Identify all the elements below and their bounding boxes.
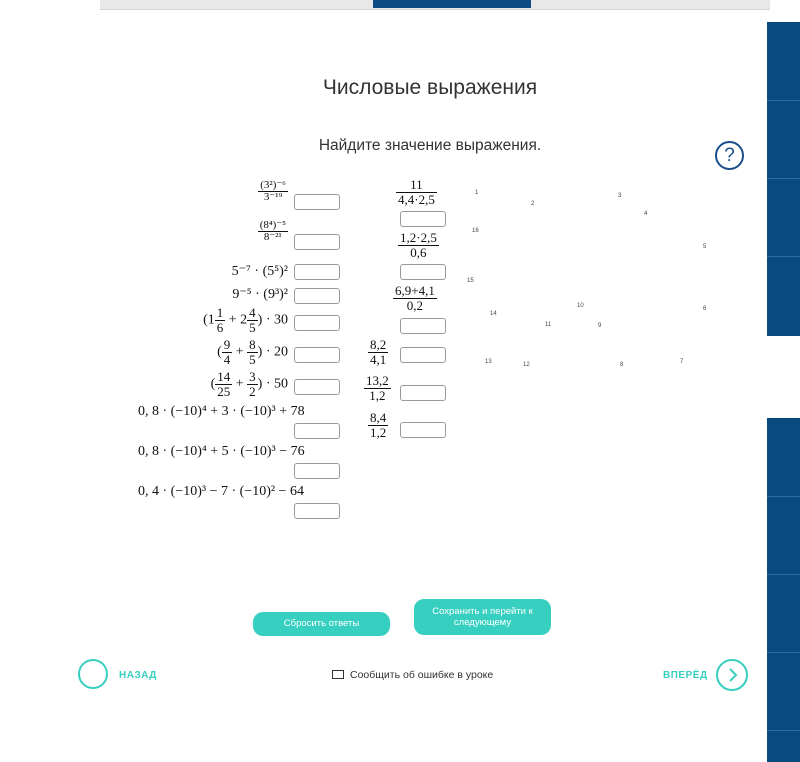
expression-16: $\frac{8,4}{1,2}$ [370, 410, 387, 440]
expression-7: ( $\frac{14}{25}$ + $\frac{3}{2}$ ) · 50 [210, 369, 288, 399]
dot-label: 4 [644, 211, 648, 217]
dot-label: 2 [531, 201, 535, 207]
side-panel [767, 22, 800, 336]
side-panel-divider [767, 256, 800, 257]
forward-link[interactable]: ВПЕРЁД [663, 670, 708, 681]
side-panel-divider [767, 730, 800, 731]
reset-answers-button[interactable]: Сбросить ответы [253, 612, 390, 636]
help-icon[interactable]: ? [715, 141, 744, 170]
dot-label: 6 [703, 306, 707, 312]
answer-input-5[interactable] [294, 315, 340, 331]
chevron-right-icon [718, 661, 746, 689]
expression-11: $\frac{11}{4,4\cdot 2,5}$ [398, 177, 435, 207]
expression-8: 0, 8 · (−10)⁴ + 3 · (−10)³ + 78 [138, 404, 305, 419]
answer-input-8[interactable] [294, 423, 340, 439]
mail-icon [332, 670, 344, 679]
answer-input-10[interactable] [294, 503, 340, 519]
side-panel-divider [767, 496, 800, 497]
report-error-link[interactable] [332, 669, 493, 681]
expression-5: (1 $\frac{1}{6}$ + 2 $\frac{4}{5}$ ) · 30 [203, 305, 288, 335]
answer-input-16[interactable] [400, 422, 446, 438]
expression-15: $\frac{13,2}{1,2}$ [366, 373, 389, 403]
dot-label: 13 [485, 359, 492, 365]
answer-input-3[interactable] [294, 264, 340, 280]
expression-4: 9⁻⁵ · (9³)² [232, 287, 288, 302]
dot-label: 8 [620, 362, 624, 368]
expression-14: $\frac{8,2}{4,1}$ [370, 337, 387, 367]
expression-2: $\frac{\text{(8⁴)⁻⁵}}{\text{8⁻²¹}}$ [259, 219, 286, 243]
expression-3: 5⁻⁷ · (5⁵)² [231, 264, 288, 279]
side-panel-divider [767, 574, 800, 575]
answer-input-15[interactable] [400, 385, 446, 401]
side-panel [767, 418, 800, 762]
dot-label: 3 [618, 193, 622, 199]
forward-circle-icon[interactable] [716, 659, 748, 691]
save-and-next-button[interactable] [414, 599, 551, 635]
side-panel-divider [767, 652, 800, 653]
answer-input-6[interactable] [294, 347, 340, 363]
answer-input-2[interactable] [294, 234, 340, 250]
save-button-label-line2: следующему [453, 617, 512, 628]
answer-input-1[interactable] [294, 194, 340, 210]
dot-label: 7 [680, 359, 684, 365]
answer-input-11[interactable] [400, 211, 446, 227]
dot-label: 9 [598, 323, 602, 329]
answer-input-9[interactable] [294, 463, 340, 479]
back-circle-icon[interactable] [78, 659, 108, 689]
dot-label: 15 [467, 278, 474, 284]
expression-10: 0, 4 · (−10)³ − 7 · (−10)² − 64 [138, 484, 304, 499]
answer-input-14[interactable] [400, 347, 446, 363]
save-button-label-line1: Сохранить и перейти к [432, 606, 533, 617]
side-panel-divider [767, 100, 800, 101]
answer-input-7[interactable] [294, 379, 340, 395]
answer-input-13[interactable] [400, 318, 446, 334]
page-title: Числовые выражения [322, 76, 538, 99]
answer-input-4[interactable] [294, 288, 340, 304]
dot-label: 10 [577, 303, 584, 309]
answer-input-12[interactable] [400, 264, 446, 280]
expression-9: 0, 8 · (−10)⁴ + 5 · (−10)³ − 76 [138, 444, 305, 459]
back-link[interactable]: НАЗАД [119, 670, 157, 681]
expression-12: $\frac{1,2\cdot 2,5}{0,6}$ [400, 230, 437, 260]
dot-label: 12 [523, 362, 530, 368]
task-instruction: Найдите значение выражения. [318, 137, 542, 154]
dot-label: 5 [703, 244, 707, 250]
top-progress-active-segment [373, 0, 531, 8]
expression-1: $\frac{\text{(3²)⁻⁶}}{\text{3⁻¹⁹}}$ [260, 179, 286, 203]
dot-label: 1 [475, 190, 479, 196]
expression-13: $\frac{6,9+4,1}{0,2}$ [395, 283, 435, 313]
side-panel-divider [767, 178, 800, 179]
expression-6: ( $\frac{9}{4}$ + $\frac{8}{5}$ ) · 20 [217, 337, 288, 367]
dot-label: 11 [545, 322, 552, 328]
dot-label: 16 [472, 228, 479, 234]
dot-label: 14 [490, 311, 497, 317]
report-error-label: Сообщить об ошибке в уроке [350, 669, 494, 681]
